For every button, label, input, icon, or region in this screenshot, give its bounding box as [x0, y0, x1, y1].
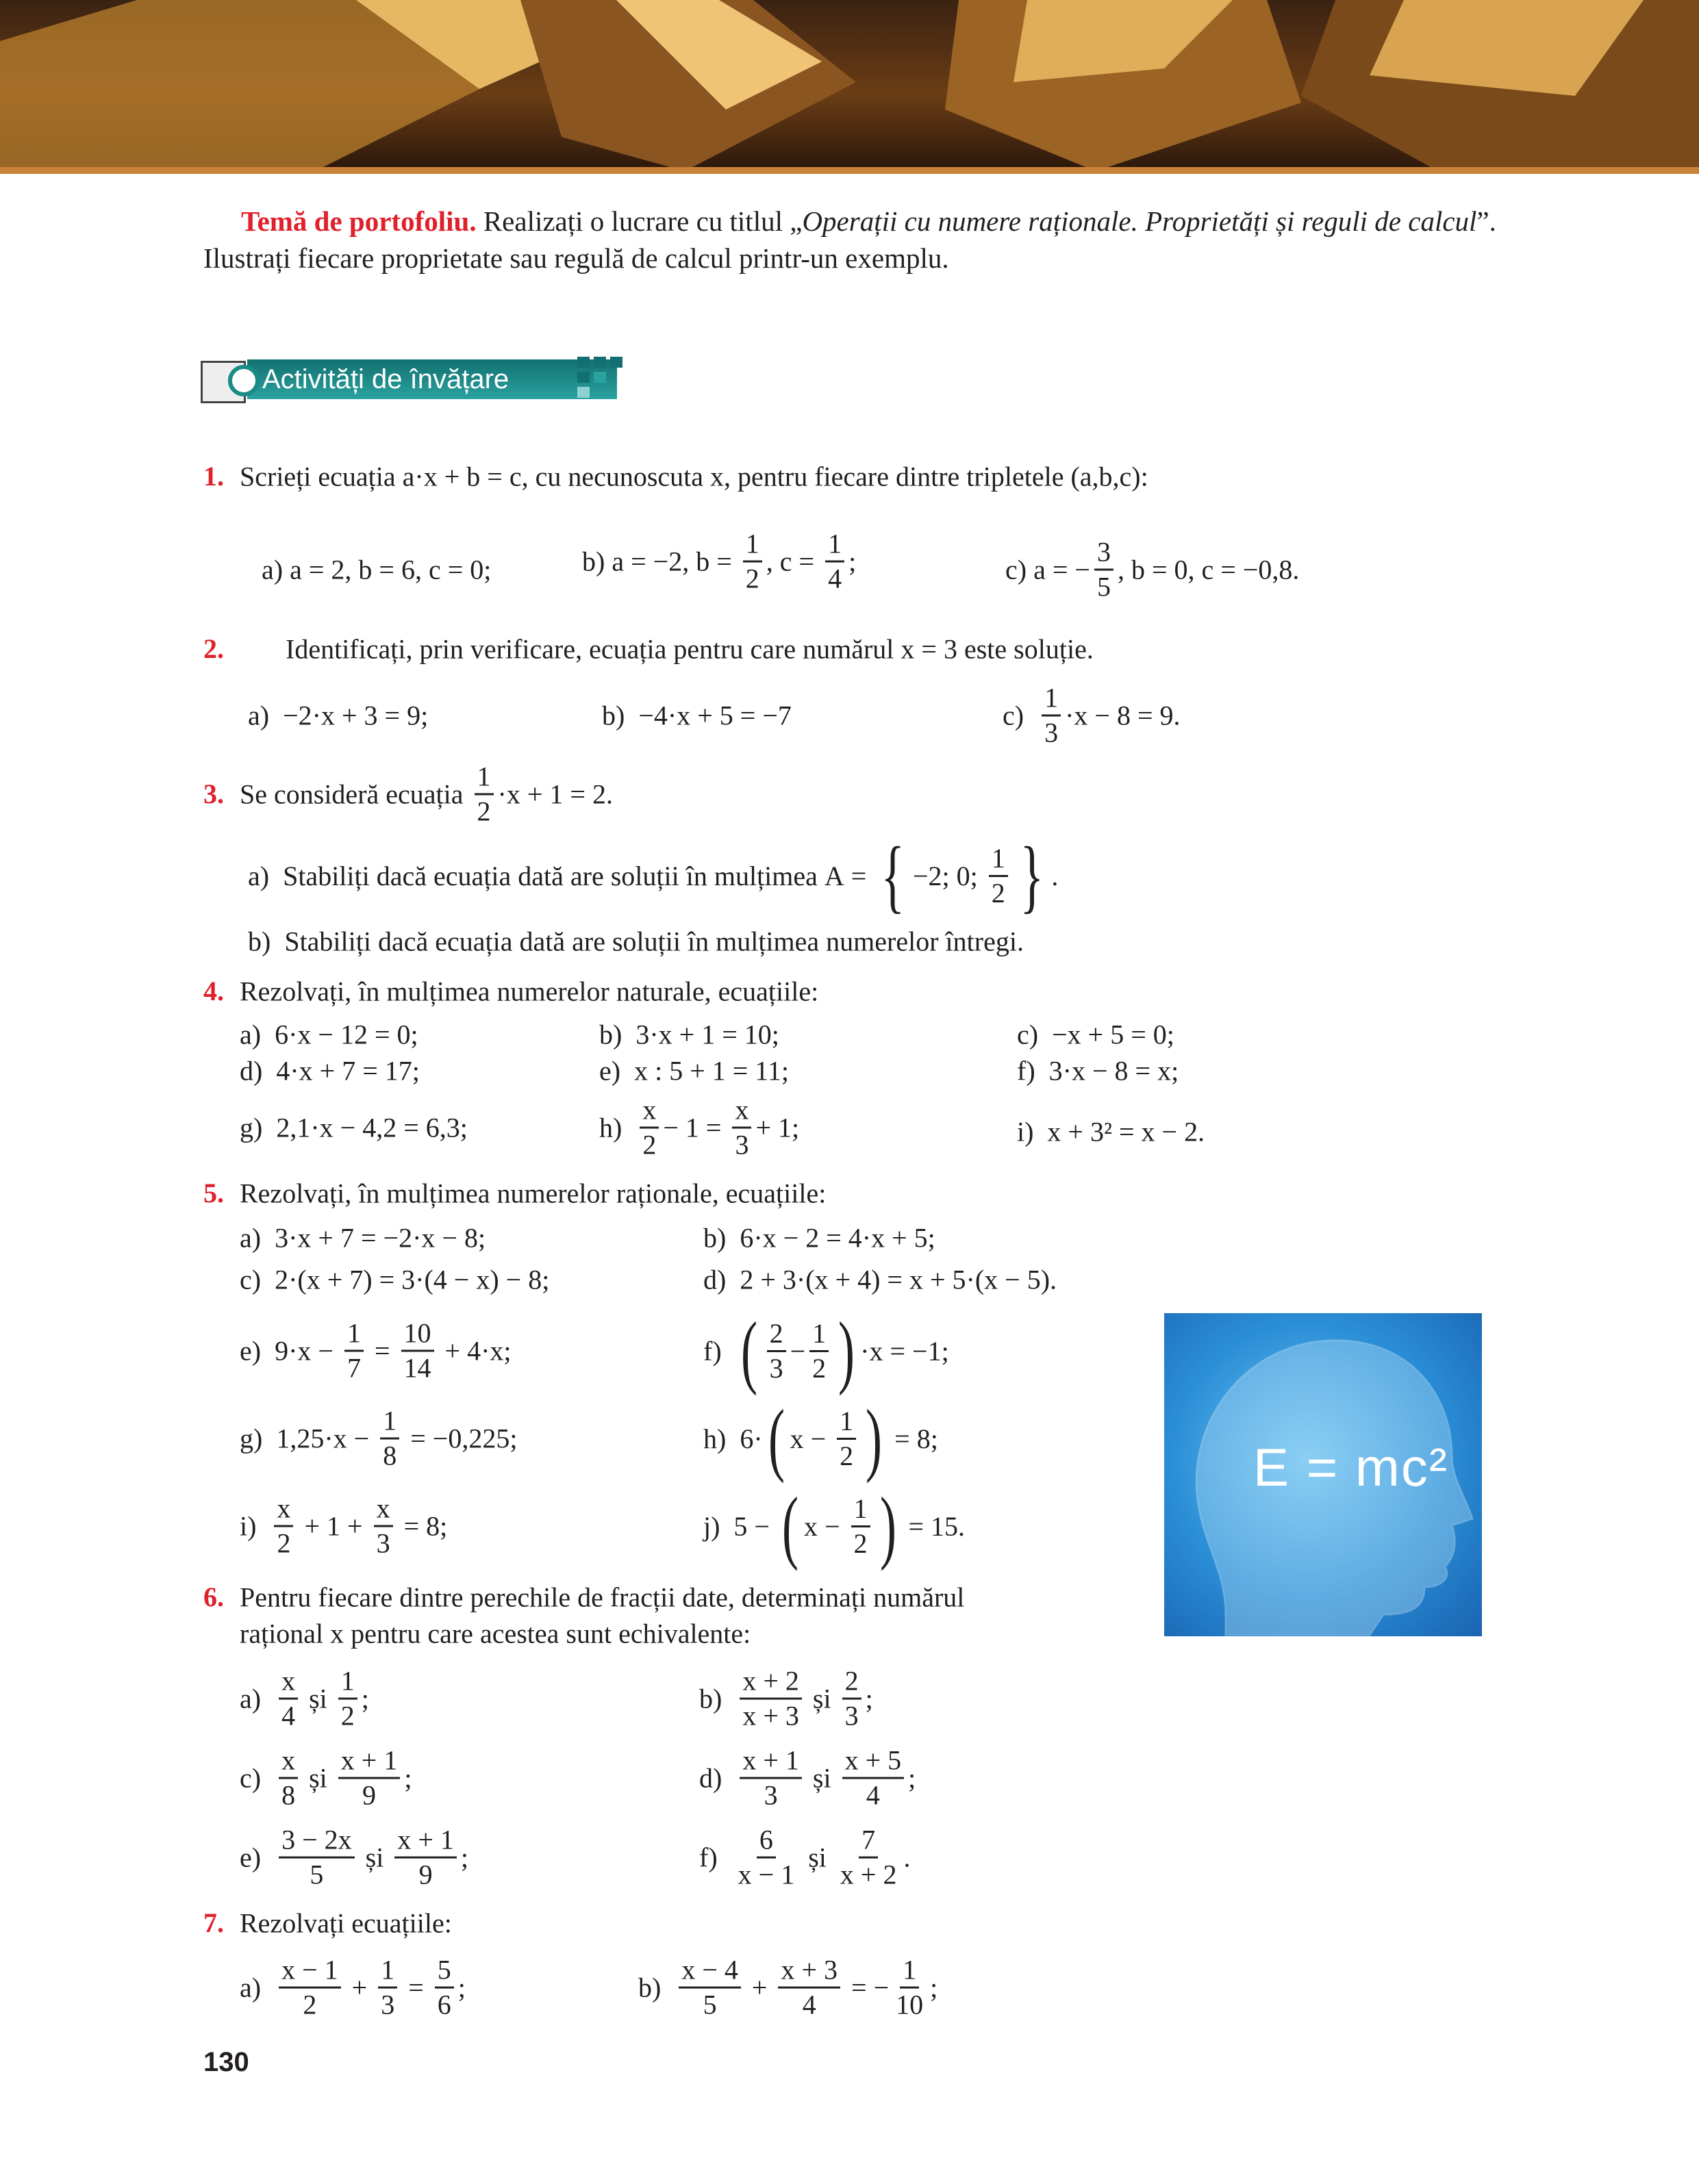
- numerator: 1: [475, 762, 494, 796]
- math-text: rațional x pentru care acestea sunt echivalente:: [240, 1618, 751, 1649]
- numerator: 2: [767, 1319, 786, 1352]
- science-head-image: [1164, 1313, 1482, 1636]
- exercise-2c: [1003, 683, 1181, 748]
- math-text: și: [358, 1842, 391, 1873]
- math-text: și: [805, 1762, 838, 1794]
- fraction: [989, 843, 1008, 909]
- math-text: f): [703, 1335, 735, 1367]
- math-text: ;: [865, 1683, 873, 1714]
- exercise-number: 2.: [203, 633, 224, 664]
- golden-boxes-illustration: [0, 0, 1699, 171]
- exercise-number: 5.: [203, 1178, 224, 1208]
- math-text: −: [790, 1335, 806, 1367]
- math-text: + 1 +: [297, 1510, 370, 1542]
- math-text: + 1;: [755, 1112, 800, 1143]
- denominator: 9: [418, 1859, 433, 1890]
- fraction: [640, 1095, 659, 1160]
- fraction: [475, 762, 494, 827]
- math-text: c) −x + 5 = 0;: [1017, 1019, 1174, 1050]
- numerator: x: [279, 1746, 298, 1779]
- numerator: x + 1: [394, 1825, 457, 1859]
- exercise-4c: [1017, 1019, 1174, 1051]
- denominator: 14: [403, 1352, 431, 1384]
- big-bracket: (: [781, 1480, 798, 1571]
- math-text: ;: [404, 1762, 412, 1794]
- denominator: 6: [437, 1989, 451, 2020]
- big-bracket: }: [1020, 830, 1044, 921]
- fraction: [767, 1319, 786, 1384]
- exercise-6-text: [240, 1582, 964, 1614]
- numerator: 1: [378, 1955, 397, 1989]
- math-text: ·x + 1 = 2.: [497, 778, 613, 810]
- math-text: h): [599, 1112, 636, 1143]
- exercise-4a: [240, 1019, 418, 1051]
- denominator: 8: [383, 1440, 397, 1471]
- numerator: x + 3: [778, 1955, 840, 1989]
- denominator: 5: [1096, 571, 1111, 602]
- math-text: d): [699, 1762, 736, 1794]
- exercise-3a: [248, 830, 1059, 921]
- math-text: a) 3·x + 7 = −2·x − 8;: [240, 1222, 486, 1254]
- big-bracket: (: [740, 1305, 757, 1396]
- exercise-7b: [638, 1955, 937, 2020]
- math-text: b) 6·x − 2 = 4·x + 5;: [703, 1222, 935, 1254]
- math-text: , b = 0, c = −0,8.: [1117, 554, 1300, 585]
- big-bracket: ): [838, 1305, 855, 1396]
- fraction: [838, 1825, 900, 1890]
- math-text: = 15.: [901, 1510, 966, 1542]
- math-text: x −: [790, 1423, 833, 1454]
- fraction: [743, 529, 762, 594]
- portfolio-text-end: ”. Ilustrați fiecare proprietate sau regulă de calcul printr-un exemplu.: [203, 205, 1496, 274]
- exercise-number: 1.: [203, 461, 224, 492]
- math-text: ;: [361, 1683, 369, 1714]
- math-text: ·x = −1;: [860, 1335, 949, 1367]
- denominator: 2: [840, 1440, 854, 1471]
- math-text: a): [240, 1972, 275, 2003]
- exercise-3-text: [240, 762, 613, 827]
- exercise-1-text: [240, 461, 1148, 493]
- math-text: și: [302, 1683, 334, 1714]
- math-text: c) 2·(x + 7) = 3·(4 − x) − 8;: [240, 1264, 550, 1295]
- math-text: Rezolvați, în mulțimea numerelor raționale, ecuațiile:: [240, 1178, 827, 1209]
- numerator: 6: [757, 1825, 776, 1859]
- math-text: = −: [844, 1972, 890, 2003]
- math-text: a) Stabiliți dacă ecuația dată are soluții în mulțimea A =: [248, 860, 874, 891]
- denominator: 10: [896, 1989, 924, 2020]
- math-text: g) 2,1·x − 4,2 = 6,3;: [240, 1112, 468, 1143]
- fraction: [778, 1955, 840, 2020]
- math-text: Rezolvați ecuațiile:: [240, 1907, 452, 1939]
- math-text: ·x − 8 = 9.: [1065, 700, 1181, 731]
- math-text: b) −4·x + 5 = −7: [602, 700, 792, 731]
- math-text: a) a = 2, b = 6, c = 0;: [262, 554, 492, 585]
- numerator: 7: [859, 1825, 878, 1859]
- exercise-5b: [703, 1222, 935, 1254]
- numerator: 1: [338, 1666, 357, 1700]
- denominator: 4: [281, 1700, 296, 1731]
- fraction: [401, 1319, 434, 1384]
- math-text: și: [302, 1762, 334, 1794]
- header-photo: [0, 0, 1699, 171]
- math-text: d) 2 + 3·(x + 4) = x + 5·(x − 5).: [703, 1264, 1057, 1295]
- numerator: 1: [380, 1406, 399, 1440]
- exercise-6-text-cont: [240, 1618, 751, 1650]
- decor-square: [594, 357, 606, 368]
- exercise-5f: [703, 1305, 949, 1396]
- math-text: Identificați, prin verificare, ecuația pentru care numărul x = 3 este soluție.: [286, 633, 1094, 665]
- math-text: ;: [460, 1842, 469, 1873]
- math-text: h) 6·: [703, 1423, 763, 1454]
- denominator: 3: [764, 1779, 778, 1811]
- fraction: [344, 1319, 364, 1384]
- portfolio-task: [203, 203, 1511, 277]
- exercise-4h: [599, 1095, 799, 1160]
- math-text: c): [240, 1762, 275, 1794]
- numerator: 1: [851, 1494, 870, 1527]
- fraction: [842, 1666, 861, 1731]
- math-text: .: [903, 1842, 911, 1873]
- exercise-3b: [248, 926, 1024, 958]
- math-text: j) 5 −: [703, 1510, 777, 1542]
- denominator: 3: [735, 1129, 749, 1160]
- denominator: 3: [376, 1527, 390, 1559]
- numerator: x − 4: [679, 1955, 741, 1989]
- math-text: b) Stabiliți dacă ecuația dată are soluții în mulțimea numerelor întregi.: [248, 926, 1024, 957]
- denominator: 2: [745, 563, 759, 594]
- big-bracket: ): [866, 1393, 883, 1484]
- portfolio-text: Realizați o lucrare cu titlul „: [476, 205, 803, 237]
- math-text: ;: [908, 1762, 916, 1794]
- fraction: [893, 1955, 926, 2020]
- math-text: b) 3·x + 1 = 10;: [599, 1019, 779, 1050]
- denominator: 2: [853, 1527, 868, 1559]
- fraction: [380, 1406, 399, 1471]
- math-text: −2; 0;: [912, 860, 985, 891]
- fraction: [740, 1666, 802, 1731]
- numerator: x + 1: [338, 1746, 401, 1779]
- math-text: a) −2·x + 3 = 9;: [248, 700, 429, 731]
- denominator: 2: [642, 1129, 657, 1160]
- math-text: = 8;: [888, 1423, 938, 1454]
- math-text: Pentru fiecare dintre perechile de fracții date, determinați numărul: [240, 1582, 965, 1613]
- fraction: [374, 1494, 393, 1559]
- denominator: 3: [844, 1700, 859, 1731]
- exercise-5a: [240, 1222, 486, 1254]
- denominator: 5: [703, 1989, 717, 2020]
- fraction: [1042, 683, 1061, 748]
- exercise-6b: [699, 1666, 873, 1731]
- numerator: 3 − 2x: [279, 1825, 355, 1859]
- numerator: 5: [435, 1955, 454, 1989]
- fraction: [338, 1746, 401, 1811]
- exercise-5g: [240, 1406, 517, 1471]
- math-text: f) 3·x − 8 = x;: [1017, 1055, 1179, 1087]
- formula-text: E = mc²: [1253, 1437, 1448, 1497]
- denominator: 9: [362, 1779, 377, 1811]
- fraction: [842, 1746, 905, 1811]
- math-text: g) 1,25·x −: [240, 1423, 377, 1454]
- banner-title: Activități de învățare: [262, 364, 509, 394]
- math-text: e) 9·x −: [240, 1335, 340, 1367]
- math-text: și: [801, 1842, 833, 1873]
- denominator: 2: [477, 796, 491, 827]
- math-text: f): [699, 1842, 731, 1873]
- numerator: 1: [344, 1319, 364, 1352]
- fraction: [279, 1955, 341, 2020]
- fraction: [837, 1406, 856, 1471]
- exercise-1a: [262, 554, 491, 586]
- math-text: d) 4·x + 7 = 17;: [240, 1055, 420, 1087]
- numerator: 2: [842, 1666, 861, 1700]
- exercise-number: 6.: [203, 1582, 224, 1612]
- big-bracket: ): [879, 1480, 896, 1571]
- exercise-6f: [699, 1825, 910, 1890]
- fraction: [1094, 537, 1113, 602]
- exercise-4e: [599, 1055, 789, 1087]
- numerator: 1: [1042, 683, 1061, 717]
- portfolio-title: Operații cu numere raționale. Proprietăți și reguli de calcul: [802, 205, 1477, 237]
- numerator: x: [640, 1095, 659, 1129]
- exercise-7-text: [240, 1907, 452, 1940]
- math-text: c) a = −: [1005, 554, 1090, 585]
- decor-square: [610, 357, 622, 368]
- math-text: .: [1051, 860, 1059, 891]
- math-text: , c =: [766, 546, 822, 577]
- math-text: și: [805, 1683, 838, 1714]
- math-text: +: [344, 1972, 375, 2003]
- exercise-number: 3.: [203, 778, 224, 809]
- math-text: a) 6·x − 12 = 0;: [240, 1019, 418, 1050]
- numerator: x + 5: [842, 1746, 905, 1779]
- math-text: a): [240, 1683, 275, 1714]
- exercise-2a: [248, 700, 428, 732]
- exercise-5-text: [240, 1178, 826, 1210]
- exercise-6c: [240, 1746, 412, 1811]
- exercise-6d: [699, 1746, 916, 1811]
- fraction: [435, 1955, 454, 2020]
- denominator: 3: [381, 1989, 395, 2020]
- math-text: Scrieți ecuația a·x + b = c, cu necunoscuta x, pentru fiecare dintre tripletele (a,b,c):: [240, 461, 1148, 492]
- big-bracket: {: [881, 830, 905, 921]
- exercise-2-text: [286, 633, 1094, 665]
- portfolio-label: Temă de portofoliu.: [241, 205, 477, 237]
- fraction: [732, 1095, 751, 1160]
- math-text: Se consideră ecuația: [240, 778, 470, 810]
- learning-activities-banner: [199, 355, 631, 405]
- exercise-4-text: [240, 976, 818, 1008]
- fraction: [809, 1319, 829, 1384]
- exercise-1c: [1005, 537, 1299, 602]
- math-text: =: [367, 1335, 397, 1367]
- numerator: 1: [825, 529, 844, 563]
- denominator: 2: [340, 1700, 355, 1731]
- decor-square: [594, 372, 606, 383]
- math-text: =: [401, 1972, 431, 2003]
- math-text: ;: [457, 1972, 466, 2003]
- math-text: i): [240, 1510, 270, 1542]
- exercise-5h: [703, 1393, 938, 1484]
- exercise-2b: [602, 700, 792, 732]
- denominator: 3: [769, 1352, 783, 1384]
- exercise-4g: [240, 1112, 468, 1144]
- fraction: [735, 1825, 798, 1890]
- exercise-1b: [582, 529, 856, 594]
- numerator: 1: [989, 843, 1008, 877]
- decor-square: [577, 372, 590, 383]
- denominator: 2: [991, 877, 1005, 909]
- math-text: i) x + 3² = x − 2.: [1017, 1116, 1205, 1147]
- math-text: = −0,225;: [403, 1423, 518, 1454]
- fraction: [394, 1825, 457, 1890]
- denominator: 4: [828, 563, 842, 594]
- exercise-number: 7.: [203, 1907, 224, 1938]
- exercise-5i: [240, 1494, 447, 1559]
- math-text: b) a = −2, b =: [582, 546, 739, 577]
- denominator: 2: [277, 1527, 291, 1559]
- math-text: b): [699, 1683, 736, 1714]
- fraction: [378, 1955, 397, 2020]
- exercise-5j: [703, 1480, 966, 1571]
- denominator: x − 1: [738, 1859, 795, 1890]
- math-text: +: [744, 1972, 775, 2003]
- exercise-6a: [240, 1666, 369, 1731]
- math-text: e) x : 5 + 1 = 11;: [599, 1055, 789, 1087]
- denominator: 7: [347, 1352, 361, 1384]
- denominator: 4: [802, 1989, 816, 2020]
- exercise-5c: [240, 1264, 549, 1296]
- fraction: [851, 1494, 870, 1559]
- math-text: ;: [848, 546, 857, 577]
- math-text: x −: [803, 1510, 847, 1542]
- denominator: 3: [1044, 717, 1059, 748]
- numerator: 1: [900, 1955, 919, 1989]
- denominator: 2: [812, 1352, 827, 1384]
- numerator: x + 2: [740, 1666, 802, 1700]
- fraction: [274, 1494, 293, 1559]
- big-bracket: (: [768, 1393, 785, 1484]
- exercise-4i: [1017, 1116, 1205, 1148]
- numerator: 1: [837, 1406, 856, 1440]
- page-number: 130: [203, 2047, 249, 2077]
- exercise-7a: [240, 1955, 466, 2020]
- numerator: 1: [809, 1319, 829, 1352]
- denominator: 5: [310, 1859, 324, 1890]
- numerator: x: [374, 1494, 393, 1527]
- numerator: x − 1: [279, 1955, 341, 1989]
- fraction: [279, 1825, 355, 1890]
- denominator: x + 2: [840, 1859, 897, 1890]
- numerator: x: [274, 1494, 293, 1527]
- math-text: ;: [930, 1972, 938, 2003]
- magnifier-icon: [228, 365, 260, 396]
- fraction: [279, 1666, 298, 1731]
- denominator: 8: [281, 1779, 296, 1811]
- fraction: [825, 529, 844, 594]
- math-text: c): [1003, 700, 1038, 731]
- math-text: Rezolvați, în mulțimea numerelor naturale, ecuațiile:: [240, 976, 819, 1007]
- math-text: e): [240, 1842, 275, 1873]
- exercise-4f: [1017, 1055, 1179, 1087]
- numerator: x: [279, 1666, 298, 1700]
- numerator: 3: [1094, 537, 1113, 571]
- fraction: [338, 1666, 357, 1731]
- exercise-6e: [240, 1825, 468, 1890]
- exercise-number: 4.: [203, 976, 224, 1006]
- math-text: = 8;: [397, 1510, 448, 1542]
- numerator: x + 1: [740, 1746, 802, 1779]
- exercise-5d: [703, 1264, 1057, 1296]
- fraction: [279, 1746, 298, 1811]
- denominator: 2: [303, 1989, 317, 2020]
- fraction: [679, 1955, 741, 2020]
- math-text: b): [638, 1972, 675, 2003]
- decor-square: [577, 357, 590, 368]
- math-text: − 1 =: [663, 1112, 729, 1143]
- decor-square: [577, 387, 590, 398]
- header-divider: [0, 167, 1699, 174]
- fraction: [740, 1746, 802, 1811]
- denominator: x + 3: [742, 1700, 799, 1731]
- exercise-4b: [599, 1019, 779, 1051]
- numerator: 10: [401, 1319, 434, 1352]
- numerator: x: [732, 1095, 751, 1129]
- exercise-5e: [240, 1319, 512, 1384]
- denominator: 4: [866, 1779, 880, 1811]
- exercise-4d: [240, 1055, 420, 1087]
- numerator: 1: [743, 529, 762, 563]
- math-text: + 4·x;: [438, 1335, 512, 1367]
